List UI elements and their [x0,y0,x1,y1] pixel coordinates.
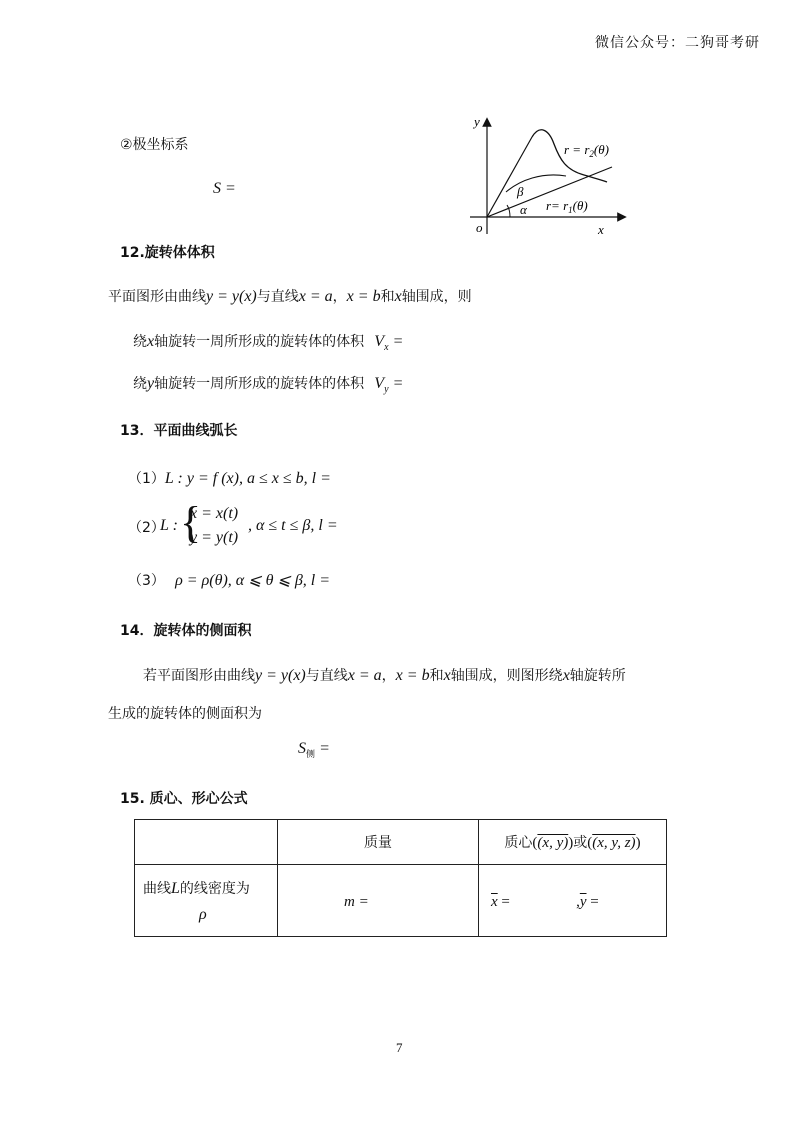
origin-label: o [476,220,483,235]
table-header-row [135,820,667,865]
arc-length-item-1: （1）L : y = f (x), a ≤ x ≤ b, l = [128,470,331,487]
polar-figure [462,112,627,240]
alpha-label: α [520,202,527,217]
section-15-title: 15. 质心、形心公式 [120,791,248,807]
centroid-table [134,819,667,937]
section-13-title: 13．平面曲线弧长 [120,423,238,439]
axis-y-label: y [474,114,480,129]
table-row-label: 曲线L的线密度为 ρ [135,865,278,937]
polar-area-formula: S = [213,180,236,197]
volume-x-line: 绕x轴旋转一周所形成的旋转体的体积 $V_x$ = [133,333,403,354]
table-cell-mass: m = [278,865,479,937]
curve2-label: $r = r_2(\theta)$ [564,142,609,159]
section-14-title: 14．旋转体的侧面积 [120,623,252,639]
table-cell-centroid: $\overline{x} = ,\overline{y}$ = [479,865,667,937]
section-12-title: 12.旋转体体积 [120,245,215,261]
polar-label: ②极坐标系 [120,137,189,153]
wechat-header: 微信公众号：二狗哥考研 [595,35,760,51]
volume-y-line: 绕y轴旋转一周所形成的旋转体的体积 $V_y$ = [133,375,403,396]
section-14-paragraph-line1: 若平面图形由曲线y = y(x)与直线x = a，x = b和x轴围成，则图形绕x轴旋转所 [143,667,626,684]
arc-alpha [507,205,510,217]
lateral-area-formula: $S_侧$ = [298,740,330,761]
arc-length-item-3: （3） ρ = ρ(θ), α ⩽ θ ⩽ β, l = [128,572,331,589]
page-number: 7 [396,1040,403,1055]
beta-label: β [517,184,524,199]
table-header-mass: 质量 [278,820,479,865]
table-corner-cell [135,820,278,865]
table-row [135,865,667,937]
section-14-paragraph-line2: 生成的旋转体的侧面积为 [108,706,262,722]
table-header-centroid: 质心((x, y))或((x, y, z)) [479,820,667,865]
axis-x-label: x [598,222,604,237]
curve1-label: $r= r_1(\theta)$ [546,198,588,215]
section-12-intro: 平面图形由曲线y = y(x)与直线x = a，x = b和x轴围成，则 [108,288,472,305]
